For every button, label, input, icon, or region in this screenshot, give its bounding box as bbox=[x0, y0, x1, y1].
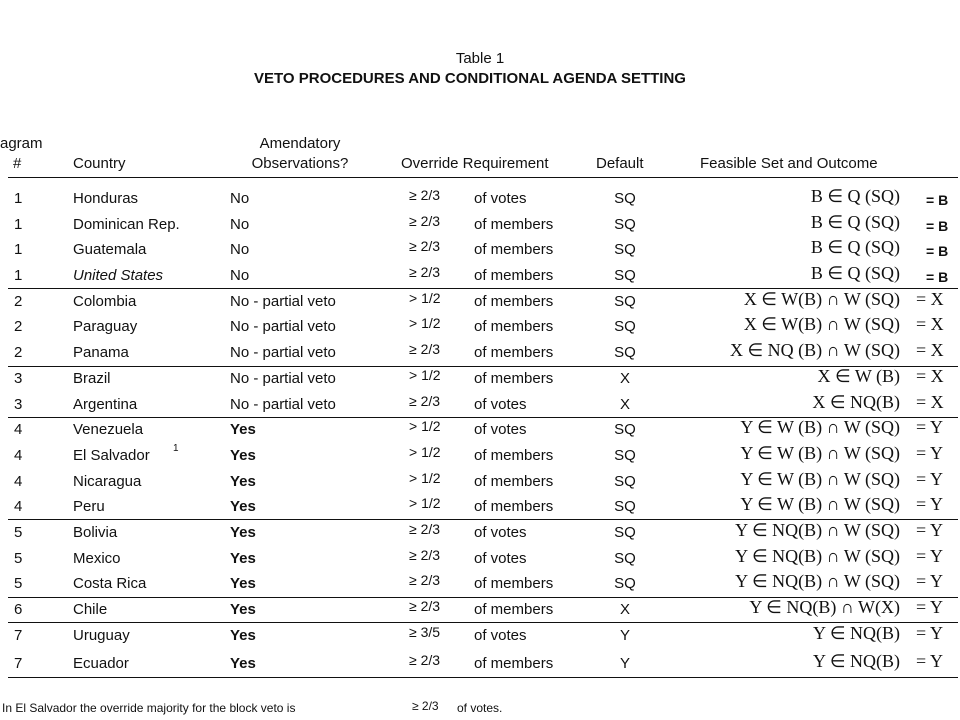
diagram-number: 5 bbox=[14, 524, 23, 541]
override-threshold: ≥ 2/3 bbox=[409, 652, 441, 668]
override-base: of members bbox=[474, 318, 554, 335]
default-value: SQ bbox=[614, 267, 636, 284]
country-name: Chile bbox=[73, 601, 108, 618]
default-value: SQ bbox=[614, 344, 636, 361]
override-base: of members bbox=[474, 575, 554, 592]
diagram-number: 5 bbox=[14, 550, 23, 567]
header-amendatory-bottom: Observations? bbox=[251, 155, 349, 172]
country-name: United States bbox=[73, 267, 164, 284]
override-base: of members bbox=[474, 601, 554, 618]
feasible-set: X ∈ NQ(B) bbox=[812, 392, 900, 412]
override-threshold: ≥ 2/3 bbox=[409, 238, 441, 254]
country-name: Uruguay bbox=[73, 627, 130, 644]
amendatory-value: No - partial veto bbox=[230, 396, 336, 413]
diagram-number: 5 bbox=[14, 575, 23, 592]
table-row bbox=[0, 623, 960, 649]
override-threshold: ≥ 2/3 bbox=[409, 341, 441, 357]
outcome-value: = X bbox=[916, 392, 944, 412]
amendatory-value: Yes bbox=[230, 447, 256, 464]
override-base: of votes bbox=[474, 421, 527, 438]
header-rule bbox=[8, 177, 958, 178]
default-value: X bbox=[619, 396, 630, 413]
diagram-number: 4 bbox=[14, 473, 23, 490]
feasible-set: Y ∈ W (B) ∩ W (SQ) bbox=[740, 417, 900, 437]
override-base: of members bbox=[474, 241, 554, 258]
diagram-number: 6 bbox=[14, 601, 23, 618]
default-value: X bbox=[619, 370, 630, 387]
outcome-value: = X bbox=[916, 289, 944, 309]
override-threshold: ≥ 3/5 bbox=[409, 624, 441, 640]
country-name: Guatemala bbox=[73, 241, 147, 258]
header-default: Default bbox=[596, 155, 644, 172]
default-value: SQ bbox=[614, 241, 636, 258]
country-name: Costa Rica bbox=[73, 575, 147, 592]
feasible-set: Y ∈ W (B) ∩ W (SQ) bbox=[740, 469, 900, 489]
outcome-value: = Y bbox=[916, 494, 943, 514]
feasible-set: Y ∈ NQ(B) ∩ W(X) bbox=[749, 597, 900, 617]
default-value: SQ bbox=[614, 550, 636, 567]
footnote-marker: 1 bbox=[173, 443, 179, 454]
country-name: Honduras bbox=[73, 190, 139, 207]
feasible-set: Y ∈ NQ(B) bbox=[812, 651, 900, 671]
outcome-value: = Y bbox=[916, 546, 943, 566]
footnote-suffix: of votes. bbox=[457, 701, 503, 715]
country-name: Bolivia bbox=[73, 524, 118, 541]
feasible-set: X ∈ W (B) bbox=[817, 366, 900, 386]
diagram-number: 2 bbox=[14, 344, 23, 361]
amendatory-value: No - partial veto bbox=[230, 370, 336, 387]
override-threshold: > 1/2 bbox=[409, 315, 441, 331]
diagram-number: 4 bbox=[14, 498, 23, 515]
outcome-value: = Y bbox=[916, 417, 943, 437]
table-row bbox=[0, 651, 960, 677]
diagram-number: 3 bbox=[14, 370, 23, 387]
amendatory-value: No bbox=[230, 216, 250, 233]
country-name: Nicaragua bbox=[73, 473, 142, 490]
feasible-set: B ∈ Q (SQ) bbox=[810, 237, 900, 257]
table-row bbox=[0, 340, 960, 366]
default-value: SQ bbox=[614, 498, 636, 515]
amendatory-value: No bbox=[230, 190, 250, 207]
feasible-set: Y ∈ NQ(B) ∩ W (SQ) bbox=[735, 520, 900, 540]
country-name: Colombia bbox=[73, 293, 137, 310]
outcome-value: = Y bbox=[916, 623, 943, 643]
country-name: Panama bbox=[73, 344, 129, 361]
amendatory-value: No - partial veto bbox=[230, 318, 336, 335]
country-name: Brazil bbox=[73, 370, 111, 387]
amendatory-value: Yes bbox=[230, 550, 256, 567]
override-base: of members bbox=[474, 655, 554, 672]
feasible-set: Y ∈ NQ(B) ∩ W (SQ) bbox=[735, 571, 900, 591]
default-value: SQ bbox=[614, 318, 636, 335]
feasible-set: X ∈ W(B) ∩ W (SQ) bbox=[743, 289, 900, 309]
footnote-text: In El Salvador the override majority for the block veto is bbox=[2, 701, 296, 715]
default-value: SQ bbox=[614, 421, 636, 438]
outcome-value: = X bbox=[916, 314, 944, 334]
default-value: Y bbox=[619, 627, 630, 644]
table-title: VETO PROCEDURES AND CONDITIONAL AGENDA SETTING bbox=[254, 70, 686, 87]
override-base: of votes bbox=[474, 396, 527, 413]
feasible-set: Y ∈ NQ(B) ∩ W (SQ) bbox=[735, 546, 900, 566]
table-number: Table 1 bbox=[455, 50, 505, 67]
diagram-number: 1 bbox=[14, 241, 23, 258]
outcome-value: = B bbox=[926, 192, 949, 208]
override-base: of votes bbox=[474, 190, 527, 207]
override-base: of members bbox=[474, 370, 554, 387]
amendatory-value: Yes bbox=[230, 575, 256, 592]
outcome-value: = B bbox=[926, 218, 949, 234]
default-value: SQ bbox=[614, 216, 636, 233]
feasible-set: B ∈ Q (SQ) bbox=[810, 212, 900, 232]
country-name: Argentina bbox=[73, 396, 138, 413]
amendatory-value: Yes bbox=[230, 473, 256, 490]
override-base: of members bbox=[474, 447, 554, 464]
override-threshold: ≥ 2/3 bbox=[409, 547, 441, 563]
diagram-number: 4 bbox=[14, 421, 23, 438]
override-threshold: > 1/2 bbox=[409, 418, 441, 434]
country-name: Paraguay bbox=[73, 318, 138, 335]
default-value: SQ bbox=[614, 575, 636, 592]
header-country: Country bbox=[73, 155, 126, 172]
default-value: SQ bbox=[614, 447, 636, 464]
override-threshold: ≥ 2/3 bbox=[409, 264, 441, 280]
amendatory-value: No - partial veto bbox=[230, 344, 336, 361]
override-threshold: ≥ 2/3 bbox=[409, 187, 441, 203]
feasible-set: B ∈ Q (SQ) bbox=[810, 263, 900, 283]
default-value: SQ bbox=[614, 524, 636, 541]
outcome-value: = Y bbox=[916, 597, 943, 617]
country-name: Peru bbox=[73, 498, 105, 515]
diagram-number: 2 bbox=[14, 318, 23, 335]
amendatory-value: Yes bbox=[230, 601, 256, 618]
override-base: of members bbox=[474, 473, 554, 490]
outcome-value: = X bbox=[916, 340, 944, 360]
diagram-number: 7 bbox=[14, 627, 23, 644]
header-amendatory-top: Amendatory bbox=[259, 135, 341, 152]
header-diagram-bottom: # bbox=[13, 155, 22, 172]
amendatory-value: Yes bbox=[230, 498, 256, 515]
feasible-set: B ∈ Q (SQ) bbox=[810, 186, 900, 206]
amendatory-value: Yes bbox=[230, 421, 256, 438]
override-base: of members bbox=[474, 344, 554, 361]
diagram-number: 7 bbox=[14, 655, 23, 672]
override-base: of members bbox=[474, 293, 554, 310]
outcome-value: = Y bbox=[916, 443, 943, 463]
override-base: of members bbox=[474, 216, 554, 233]
diagram-number: 1 bbox=[14, 190, 23, 207]
override-threshold: > 1/2 bbox=[409, 495, 441, 511]
override-threshold: ≥ 2/3 bbox=[409, 598, 441, 614]
outcome-value: = B bbox=[926, 269, 949, 285]
amendatory-value: Yes bbox=[230, 627, 256, 644]
default-value: SQ bbox=[614, 190, 636, 207]
amendatory-value: No bbox=[230, 267, 250, 284]
outcome-value: = Y bbox=[916, 571, 943, 591]
feasible-set: Y ∈ W (B) ∩ W (SQ) bbox=[740, 494, 900, 514]
override-threshold: ≥ 2/3 bbox=[409, 572, 441, 588]
override-threshold: > 1/2 bbox=[409, 367, 441, 383]
feasible-set: X ∈ NQ (B) ∩ W (SQ) bbox=[729, 340, 900, 360]
override-base: of members bbox=[474, 498, 554, 515]
default-value: SQ bbox=[614, 473, 636, 490]
header-feasible: Feasible Set and Outcome bbox=[700, 155, 878, 172]
amendatory-value: Yes bbox=[230, 655, 256, 672]
override-threshold: ≥ 2/3 bbox=[409, 393, 441, 409]
country-name: Dominican Rep. bbox=[73, 216, 180, 233]
override-threshold: ≥ 2/3 bbox=[409, 521, 441, 537]
default-value: SQ bbox=[614, 293, 636, 310]
override-base: of members bbox=[474, 267, 554, 284]
feasible-set: Y ∈ NQ(B) bbox=[812, 623, 900, 643]
override-base: of votes bbox=[474, 550, 527, 567]
feasible-set: X ∈ W(B) ∩ W (SQ) bbox=[743, 314, 900, 334]
override-base: of votes bbox=[474, 524, 527, 541]
amendatory-value: Yes bbox=[230, 524, 256, 541]
override-threshold: > 1/2 bbox=[409, 470, 441, 486]
outcome-value: = Y bbox=[916, 520, 943, 540]
country-name: Mexico bbox=[73, 550, 121, 567]
diagram-number: 1 bbox=[14, 216, 23, 233]
default-value: X bbox=[619, 601, 630, 618]
diagram-number: 1 bbox=[14, 267, 23, 284]
override-base: of votes bbox=[474, 627, 527, 644]
diagram-number: 4 bbox=[14, 447, 23, 464]
override-threshold: ≥ 2/3 bbox=[409, 213, 441, 229]
country-name: Ecuador bbox=[73, 655, 129, 672]
bottom-rule bbox=[8, 677, 958, 678]
feasible-set: Y ∈ W (B) ∩ W (SQ) bbox=[740, 443, 900, 463]
country-name: El Salvador bbox=[73, 447, 150, 464]
amendatory-value: No - partial veto bbox=[230, 293, 336, 310]
header-override: Override Requirement bbox=[401, 155, 549, 172]
country-name: Venezuela bbox=[73, 421, 144, 438]
header-diagram-top: agram bbox=[0, 135, 43, 152]
outcome-value: = B bbox=[926, 243, 949, 259]
override-threshold: > 1/2 bbox=[409, 444, 441, 460]
outcome-value: = Y bbox=[916, 469, 943, 489]
outcome-value: = Y bbox=[916, 651, 943, 671]
diagram-number: 2 bbox=[14, 293, 23, 310]
outcome-value: = X bbox=[916, 366, 944, 386]
default-value: Y bbox=[619, 655, 630, 672]
footnote-value: ≥ 2/3 bbox=[412, 699, 439, 713]
amendatory-value: No bbox=[230, 241, 250, 258]
override-threshold: > 1/2 bbox=[409, 290, 441, 306]
diagram-number: 3 bbox=[14, 396, 23, 413]
